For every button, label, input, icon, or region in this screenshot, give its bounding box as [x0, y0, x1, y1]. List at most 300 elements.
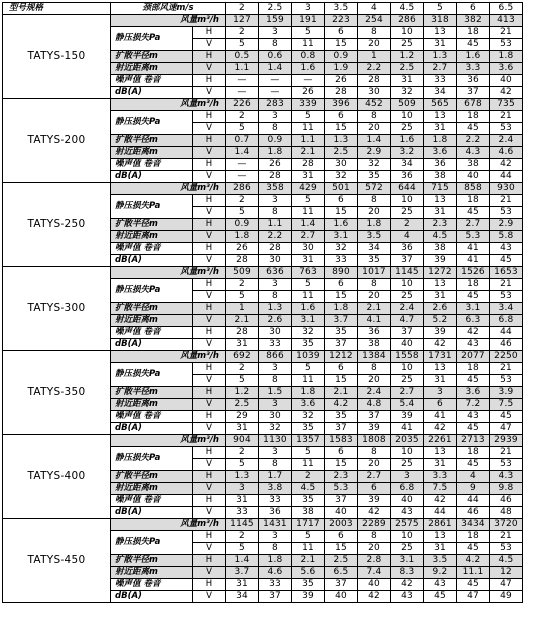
noise-value: 35	[292, 423, 325, 435]
noise-value: 39	[358, 423, 391, 435]
throw-distance-value: 5.3	[325, 483, 358, 495]
noise-label: 噪声值 卷音	[111, 159, 193, 171]
spread-radius-value: 3.1	[457, 303, 490, 315]
noise-value: 40	[358, 579, 391, 591]
static-loss-label: 静压损失Pa	[111, 27, 193, 51]
throw-distance-value: 2.5	[226, 399, 259, 411]
noise-value: 36	[259, 507, 292, 519]
noise-value: 33	[259, 339, 292, 351]
speed-high-label: H	[193, 327, 226, 339]
throw-distance-value: 1.8	[226, 231, 259, 243]
speed-high-label: H	[193, 363, 226, 375]
static-loss-value: 21	[490, 447, 523, 459]
static-loss-value: 45	[457, 291, 490, 303]
throw-distance-value: 7.5	[424, 483, 457, 495]
static-loss-value: 25	[391, 207, 424, 219]
noise-value: 34	[391, 159, 424, 171]
spread-radius-value: 2.5	[325, 555, 358, 567]
air-volume-value: 1717	[292, 519, 325, 531]
static-loss-value: 45	[457, 207, 490, 219]
noise-value: 39	[424, 255, 457, 267]
air-volume-label: 风量m³/h	[111, 267, 226, 279]
static-loss-value: 8	[358, 531, 391, 543]
velocity-value: 6	[457, 3, 490, 15]
spread-radius-label: 扩散半径m	[111, 51, 193, 63]
air-volume-value: 3720	[490, 519, 523, 531]
static-loss-value: 18	[457, 363, 490, 375]
air-volume-label: 风量m³/h	[111, 435, 226, 447]
spread-radius-value: 1.3	[226, 471, 259, 483]
noise-value: 44	[490, 327, 523, 339]
throw-distance-value: 6.8	[391, 483, 424, 495]
noise-value: 46	[490, 495, 523, 507]
spread-radius-value: 2.3	[325, 471, 358, 483]
air-volume-value: 2261	[424, 435, 457, 447]
static-loss-value: 8	[259, 543, 292, 555]
air-volume-value: 1039	[292, 351, 325, 363]
noise-value: 36	[424, 159, 457, 171]
air-volume-value: 1145	[226, 519, 259, 531]
spread-radius-label: 扩散半径m	[111, 555, 193, 567]
model-block-row	[3, 267, 523, 279]
throw-distance-value: 7.2	[457, 399, 490, 411]
model-block-row	[3, 99, 523, 111]
noise-value: 28	[226, 327, 259, 339]
spread-radius-label: 扩散半径m	[111, 387, 193, 399]
throw-distance-label: 射近距离m	[111, 483, 193, 495]
noise-label: 噪声值 卷音	[111, 495, 193, 507]
static-loss-value: 8	[259, 39, 292, 51]
spread-radius-value: 2.9	[490, 219, 523, 231]
noise-value: 28	[226, 255, 259, 267]
outlet-velocity-header: 颈部风速m/s	[111, 3, 226, 15]
noise-value: 31	[226, 423, 259, 435]
noise-value: 31	[226, 495, 259, 507]
speed-high-label: H	[193, 159, 226, 171]
static-loss-value: 18	[457, 111, 490, 123]
noise-unit-label: dB(A)	[111, 339, 193, 351]
air-volume-value: 2575	[391, 519, 424, 531]
static-loss-value: 20	[358, 543, 391, 555]
static-loss-value: 21	[490, 111, 523, 123]
noise-value: 39	[358, 495, 391, 507]
static-loss-value: 15	[325, 39, 358, 51]
noise-value: 35	[292, 339, 325, 351]
air-volume-value: 715	[424, 183, 457, 195]
throw-distance-value: 9.8	[490, 483, 523, 495]
spread-radius-value: 4	[457, 471, 490, 483]
noise-value: 40	[490, 75, 523, 87]
throw-distance-value: 3.6	[490, 63, 523, 75]
spread-radius-value: 2.7	[358, 471, 391, 483]
noise-value: 42	[424, 339, 457, 351]
static-loss-value: 53	[490, 459, 523, 471]
air-volume-label: 风量m³/h	[111, 99, 226, 111]
static-loss-value: 8	[259, 459, 292, 471]
air-volume-value: 382	[457, 15, 490, 27]
noise-value: 33	[226, 507, 259, 519]
noise-value: 30	[292, 243, 325, 255]
static-loss-value: 21	[490, 279, 523, 291]
spread-radius-value: 0.9	[259, 135, 292, 147]
noise-unit-label: dB(A)	[111, 255, 193, 267]
spread-radius-value: 4.5	[490, 555, 523, 567]
static-loss-value: 45	[457, 375, 490, 387]
throw-distance-value: 5.3	[457, 231, 490, 243]
noise-value: 31	[226, 339, 259, 351]
spread-radius-value: 1.6	[325, 219, 358, 231]
noise-value: 42	[490, 159, 523, 171]
throw-distance-value: 5.6	[292, 567, 325, 579]
static-loss-value: 15	[325, 123, 358, 135]
noise-value: 35	[358, 171, 391, 183]
static-loss-value: 25	[391, 39, 424, 51]
spread-radius-value: 3	[391, 471, 424, 483]
air-volume-value: 501	[325, 183, 358, 195]
throw-distance-value: 6	[358, 483, 391, 495]
noise-value: 39	[292, 591, 325, 603]
spread-radius-value: 1.3	[325, 135, 358, 147]
noise-value: —	[226, 171, 259, 183]
speed-low-label: V	[193, 255, 226, 267]
spread-radius-value: 3.1	[391, 555, 424, 567]
static-loss-value: 2	[226, 195, 259, 207]
spread-radius-value: 1.1	[292, 135, 325, 147]
noise-value: 30	[358, 87, 391, 99]
spread-radius-value: 1.4	[358, 135, 391, 147]
noise-value: —	[226, 87, 259, 99]
noise-value: 32	[358, 159, 391, 171]
static-loss-value: 21	[490, 531, 523, 543]
throw-distance-value: 4.8	[358, 399, 391, 411]
noise-value: 31	[292, 255, 325, 267]
model-block-row	[3, 183, 523, 195]
noise-value: 39	[424, 327, 457, 339]
static-loss-value: 5	[292, 363, 325, 375]
spread-radius-value: 1.2	[391, 51, 424, 63]
air-volume-value: 226	[226, 99, 259, 111]
noise-label: 噪声值 卷音	[111, 411, 193, 423]
static-loss-value: 5	[292, 27, 325, 39]
throw-distance-value: 9.2	[424, 567, 457, 579]
static-loss-value: 11	[292, 543, 325, 555]
noise-value: 30	[259, 327, 292, 339]
static-loss-value: 11	[292, 39, 325, 51]
spread-radius-label: 扩散半径m	[111, 303, 193, 315]
static-loss-value: 3	[259, 111, 292, 123]
static-loss-value: 2	[226, 363, 259, 375]
spread-radius-value: 3.3	[424, 471, 457, 483]
air-volume-value: 644	[391, 183, 424, 195]
air-volume-value: 509	[226, 267, 259, 279]
air-volume-value: 286	[226, 183, 259, 195]
static-loss-value: 13	[424, 195, 457, 207]
speed-high-label: H	[193, 411, 226, 423]
noise-value: 36	[358, 327, 391, 339]
throw-distance-value: 4.6	[259, 567, 292, 579]
throw-distance-value: 2.7	[292, 231, 325, 243]
spread-radius-value: 1	[226, 303, 259, 315]
noise-label: 噪声值 卷音	[111, 75, 193, 87]
air-volume-value: 286	[391, 15, 424, 27]
spread-radius-label: 扩散半径m	[111, 471, 193, 483]
noise-value: 37	[325, 579, 358, 591]
static-loss-value: 15	[325, 375, 358, 387]
air-volume-value: 339	[292, 99, 325, 111]
spread-radius-value: 1.6	[292, 303, 325, 315]
velocity-value: 2	[226, 3, 259, 15]
noise-value: 26	[259, 159, 292, 171]
speed-high-label: H	[193, 111, 226, 123]
static-loss-label: 静压损失Pa	[111, 111, 193, 135]
throw-distance-value: 7.4	[358, 567, 391, 579]
static-loss-value: 8	[259, 123, 292, 135]
spread-radius-value: 2.2	[457, 135, 490, 147]
noise-value: 28	[259, 243, 292, 255]
spread-radius-value: 1.4	[226, 555, 259, 567]
static-loss-value: 31	[424, 39, 457, 51]
noise-value: 28	[292, 159, 325, 171]
noise-value: 26	[226, 243, 259, 255]
speed-high-label: H	[193, 135, 226, 147]
model-name: TATYS-300	[3, 267, 111, 351]
throw-distance-value: 4.5	[292, 483, 325, 495]
static-loss-label: 静压损失Pa	[111, 279, 193, 303]
throw-distance-value: 7.5	[490, 399, 523, 411]
static-loss-value: 8	[358, 279, 391, 291]
static-loss-value: 10	[391, 363, 424, 375]
static-loss-value: 18	[457, 195, 490, 207]
static-loss-value: 45	[457, 543, 490, 555]
air-volume-value: 1145	[391, 267, 424, 279]
throw-distance-label: 射近距离m	[111, 231, 193, 243]
throw-distance-value: 4.6	[490, 147, 523, 159]
spread-radius-value: 1.8	[259, 555, 292, 567]
throw-distance-label: 射近距离m	[111, 399, 193, 411]
throw-distance-value: 5.2	[424, 315, 457, 327]
noise-value: 40	[325, 591, 358, 603]
noise-value: 49	[490, 591, 523, 603]
static-loss-value: 6	[325, 111, 358, 123]
static-loss-value: 8	[259, 375, 292, 387]
air-volume-value: 678	[457, 99, 490, 111]
static-loss-value: 25	[391, 375, 424, 387]
air-volume-value: 3434	[457, 519, 490, 531]
spread-radius-value: 2.4	[490, 135, 523, 147]
noise-value: 45	[490, 255, 523, 267]
throw-distance-value: 3.3	[457, 63, 490, 75]
noise-unit-label: dB(A)	[111, 423, 193, 435]
air-volume-value: 318	[424, 15, 457, 27]
speed-high-label: H	[193, 303, 226, 315]
static-loss-value: 11	[292, 123, 325, 135]
air-volume-value: 2861	[424, 519, 457, 531]
air-volume-value: 565	[424, 99, 457, 111]
static-loss-value: 31	[424, 207, 457, 219]
static-loss-value: 2	[226, 27, 259, 39]
spread-radius-value: 2.8	[358, 555, 391, 567]
noise-value: 43	[457, 411, 490, 423]
spread-radius-value: 2.7	[391, 387, 424, 399]
air-volume-label: 风量m³/h	[111, 15, 226, 27]
static-loss-value: 5	[226, 123, 259, 135]
speed-high-label: H	[193, 195, 226, 207]
noise-value: 40	[325, 507, 358, 519]
noise-value: 37	[391, 255, 424, 267]
speed-high-label: H	[193, 279, 226, 291]
static-loss-value: 3	[259, 27, 292, 39]
spread-radius-value: 1.1	[259, 219, 292, 231]
noise-value: 45	[424, 591, 457, 603]
noise-value: 43	[490, 243, 523, 255]
static-loss-value: 13	[424, 279, 457, 291]
noise-value: 43	[391, 507, 424, 519]
throw-distance-value: 4.7	[391, 315, 424, 327]
static-loss-value: 31	[424, 375, 457, 387]
throw-distance-value: 1.1	[226, 63, 259, 75]
noise-value: 33	[259, 579, 292, 591]
static-loss-value: 53	[490, 39, 523, 51]
spread-radius-value: 3.5	[424, 555, 457, 567]
spread-radius-value: 1.5	[259, 387, 292, 399]
static-loss-value: 11	[292, 207, 325, 219]
noise-value: 45	[457, 579, 490, 591]
noise-value: —	[259, 87, 292, 99]
speed-low-label: V	[193, 339, 226, 351]
noise-value: 35	[358, 255, 391, 267]
static-loss-value: 25	[391, 291, 424, 303]
static-loss-value: 18	[457, 447, 490, 459]
velocity-value: 4	[358, 3, 391, 15]
spread-radius-value: 3	[424, 387, 457, 399]
static-loss-value: 8	[259, 291, 292, 303]
throw-distance-value: 8.3	[391, 567, 424, 579]
air-volume-value: 692	[226, 351, 259, 363]
speed-high-label: H	[193, 471, 226, 483]
air-volume-value: 1130	[259, 435, 292, 447]
spread-radius-value: 1.2	[226, 387, 259, 399]
spread-radius-value: 4.2	[457, 555, 490, 567]
air-volume-label: 风量m³/h	[111, 351, 226, 363]
noise-value: 34	[226, 591, 259, 603]
noise-value: 42	[358, 591, 391, 603]
speed-high-label: H	[193, 531, 226, 543]
noise-value: 37	[325, 339, 358, 351]
noise-value: 32	[292, 327, 325, 339]
static-loss-value: 3	[259, 279, 292, 291]
air-volume-value: 763	[292, 267, 325, 279]
throw-distance-value: 3	[259, 399, 292, 411]
speed-high-label: H	[193, 243, 226, 255]
noise-value: 42	[424, 423, 457, 435]
spread-radius-value: 2.4	[391, 303, 424, 315]
spread-radius-value: 1.6	[391, 135, 424, 147]
noise-value: 31	[226, 579, 259, 591]
static-loss-value: 5	[226, 459, 259, 471]
velocity-value: 3	[292, 3, 325, 15]
spread-radius-value: 0.9	[325, 51, 358, 63]
model-name: TATYS-400	[3, 435, 111, 519]
noise-value: 30	[259, 255, 292, 267]
noise-value: 34	[424, 87, 457, 99]
throw-distance-value: 3.5	[358, 231, 391, 243]
noise-value: 37	[325, 495, 358, 507]
velocity-value: 4.5	[391, 3, 424, 15]
air-volume-value: 429	[292, 183, 325, 195]
static-loss-value: 5	[292, 279, 325, 291]
static-loss-value: 2	[226, 531, 259, 543]
air-volume-value: 636	[259, 267, 292, 279]
throw-distance-label: 射近距离m	[111, 63, 193, 75]
static-loss-value: 8	[358, 363, 391, 375]
noise-value: 32	[292, 411, 325, 423]
speed-low-label: V	[193, 483, 226, 495]
throw-distance-value: 4.1	[358, 315, 391, 327]
noise-value: —	[226, 159, 259, 171]
throw-distance-value: 1.6	[292, 63, 325, 75]
spread-radius-value: 1.8	[490, 51, 523, 63]
static-loss-value: 6	[325, 363, 358, 375]
speed-low-label: V	[193, 207, 226, 219]
spread-radius-value: 1.3	[424, 51, 457, 63]
static-loss-value: 15	[325, 543, 358, 555]
throw-distance-value: 3.8	[259, 483, 292, 495]
static-loss-value: 53	[490, 123, 523, 135]
noise-value: 43	[391, 591, 424, 603]
speed-low-label: V	[193, 315, 226, 327]
static-loss-value: 10	[391, 27, 424, 39]
throw-distance-value: 6.5	[325, 567, 358, 579]
static-loss-value: 15	[325, 459, 358, 471]
spread-radius-value: 1	[358, 51, 391, 63]
noise-value: 37	[325, 423, 358, 435]
speed-high-label: H	[193, 387, 226, 399]
static-loss-value: 13	[424, 447, 457, 459]
noise-value: 37	[259, 591, 292, 603]
static-loss-value: 13	[424, 27, 457, 39]
throw-distance-label: 射近距离m	[111, 315, 193, 327]
speed-low-label: V	[193, 507, 226, 519]
static-loss-value: 5	[226, 543, 259, 555]
noise-value: 40	[391, 495, 424, 507]
spread-radius-value: 2	[391, 219, 424, 231]
model-name: TATYS-200	[3, 99, 111, 183]
model-name: TATYS-150	[3, 15, 111, 99]
spread-radius-value: 1.8	[358, 219, 391, 231]
noise-value: 38	[358, 339, 391, 351]
throw-distance-value: 4.5	[424, 231, 457, 243]
air-volume-value: 1384	[358, 351, 391, 363]
noise-value: 42	[424, 495, 457, 507]
noise-value: 37	[358, 411, 391, 423]
spread-radius-value: 1.3	[259, 303, 292, 315]
noise-value: 30	[325, 159, 358, 171]
noise-value: —	[292, 75, 325, 87]
throw-distance-value: 2.2	[358, 63, 391, 75]
static-loss-value: 10	[391, 111, 424, 123]
spread-radius-value: 4.3	[490, 471, 523, 483]
air-volume-value: 2003	[325, 519, 358, 531]
speed-low-label: V	[193, 459, 226, 471]
speed-low-label: V	[193, 291, 226, 303]
throw-distance-value: 4.3	[457, 147, 490, 159]
noise-label: 噪声值 卷音	[111, 579, 193, 591]
static-loss-value: 5	[226, 291, 259, 303]
air-volume-value: 1583	[325, 435, 358, 447]
speed-high-label: H	[193, 579, 226, 591]
noise-value: 48	[490, 507, 523, 519]
air-volume-value: 2289	[358, 519, 391, 531]
